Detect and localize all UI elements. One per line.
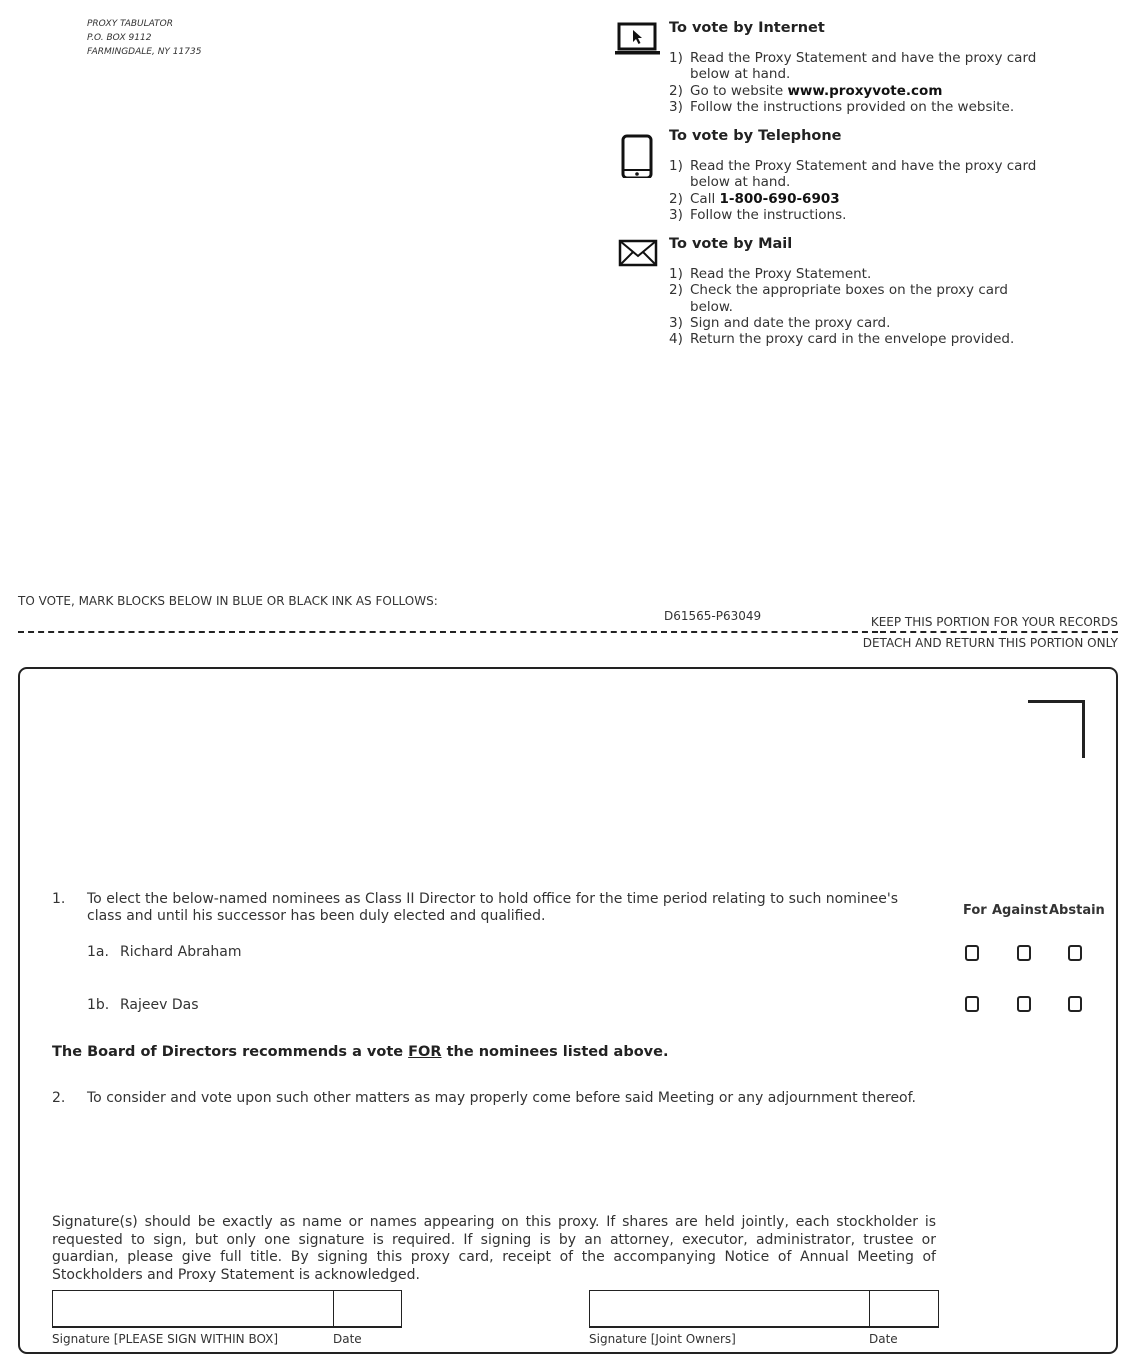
proposal2-number: 2. xyxy=(52,1090,66,1106)
vote-by-telephone xyxy=(614,128,1054,228)
mail-step-1: 1) Read the Proxy Statement. xyxy=(669,266,872,282)
proposal2-text: To consider and vote upon such other matters as may properly come before said Meeting or any adjournment thereof. xyxy=(87,1090,916,1106)
signature-instructions: Signature(s) should be exactly as name or names appearing on this proxy. If shares are held jointly, each stockholder is requested to sign, but only one signature is required. If signing is by an attorney, executor, administrator, trustee or guardian, please give full title. By signing this proxy card, receipt of the accompanying Notice of Annual Meeting of Stockholders and Proxy Statement is acknowledged. xyxy=(52,1214,936,1283)
return-address-line3: FARMINGDALE, NY 11735 xyxy=(87,47,202,57)
nominee-1a-id: 1a. xyxy=(87,944,109,960)
mail-title: To vote by Mail xyxy=(669,236,793,252)
envelope-icon xyxy=(614,238,662,278)
keep-portion-text: KEEP THIS PORTION FOR YOUR RECORDS xyxy=(870,615,1118,629)
joint-signature-box[interactable] xyxy=(589,1290,870,1328)
recommendation-for: FOR xyxy=(408,1044,442,1060)
nominee-1a-against-checkbox[interactable] xyxy=(1017,945,1031,961)
internet-title: To vote by Internet xyxy=(669,20,825,36)
mail-steps xyxy=(669,266,1049,347)
internet-step-3: 3) Follow the instructions provided on the website. xyxy=(669,98,1015,115)
detach-portion-text: DETACH AND RETURN THIS PORTION ONLY xyxy=(862,636,1118,650)
signature-date-box[interactable] xyxy=(333,1290,402,1328)
joint-signature-label: Signature [Joint Owners] xyxy=(589,1332,736,1346)
internet-step-2: 2) Go to website www.proxyvote.com xyxy=(669,82,943,99)
nominee-1b-id: 1b. xyxy=(87,997,110,1013)
phone-icon xyxy=(614,130,662,178)
mail-step-3: 3) Sign and date the proxy card. xyxy=(669,314,891,331)
telephone-number: 1-800-690-6903 xyxy=(719,190,840,207)
internet-step-1: 1) Read the Proxy Statement and have the proxy card below at hand. xyxy=(669,50,1037,83)
telephone-step-3: 3) Follow the instructions. xyxy=(669,206,847,223)
nominee-1b-name: Rajeev Das xyxy=(120,997,199,1013)
laptop-icon xyxy=(614,20,662,60)
return-address-line1: PROXY TABULATOR xyxy=(87,19,173,29)
telephone-step-2: 2) Call 1-800-690-6903 xyxy=(669,190,840,207)
nominee-1a-for-checkbox[interactable] xyxy=(965,945,979,961)
column-for: For xyxy=(963,903,987,918)
registration-corner-mark xyxy=(1028,700,1085,758)
vote-by-mail xyxy=(614,236,1054,348)
signature-label: Signature [PLEASE SIGN WITHIN BOX] xyxy=(52,1332,279,1346)
nominee-1b-for-checkbox[interactable] xyxy=(965,996,979,1012)
proposal1-text: To elect the below-named nominees as Class II Director to hold office for the time period relating to such nominee's class and until his successor has been duly elected and qualified. xyxy=(87,891,898,924)
nominee-1b-abstain-checkbox[interactable] xyxy=(1068,996,1082,1012)
mark-instruction: TO VOTE, MARK BLOCKS BELOW IN BLUE OR BLACK INK AS FOLLOWS: xyxy=(18,594,438,608)
joint-signature-date-box[interactable] xyxy=(869,1290,939,1328)
column-against: Against xyxy=(992,903,1048,918)
nominee-1a-abstain-checkbox[interactable] xyxy=(1068,945,1082,961)
internet-steps xyxy=(669,50,1049,115)
telephone-step-1: 1) Read the Proxy Statement and have the proxy card below at hand. xyxy=(669,158,1037,191)
board-recommendation: The Board of Directors recommends a vote FOR the nominees listed above. xyxy=(52,1044,669,1060)
detach-dashed-line xyxy=(18,631,878,633)
return-address xyxy=(87,17,201,59)
mail-step-4: 4) Return the proxy card in the envelope provided. xyxy=(669,331,1015,348)
signature-box[interactable] xyxy=(52,1290,334,1328)
signature-date-label: Date xyxy=(333,1332,362,1346)
proposal1-number: 1. xyxy=(52,891,66,907)
telephone-title: To vote by Telephone xyxy=(669,128,842,144)
mail-step-2: 2) Check the appropriate boxes on the proxy card below. xyxy=(669,282,1008,315)
nominee-1b-against-checkbox[interactable] xyxy=(1017,996,1031,1012)
keep-dashed-line xyxy=(880,631,1118,633)
column-abstain: Abstain xyxy=(1049,903,1105,918)
vote-by-internet xyxy=(614,20,1054,120)
proxyvote-website: www.proxyvote.com xyxy=(787,82,943,99)
nominee-1a-name: Richard Abraham xyxy=(120,944,242,960)
control-number: D61565-P63049 xyxy=(664,609,762,623)
return-address-line2: P.O. BOX 9112 xyxy=(87,33,152,43)
joint-signature-date-label: Date xyxy=(869,1332,898,1346)
telephone-steps xyxy=(669,158,1049,223)
